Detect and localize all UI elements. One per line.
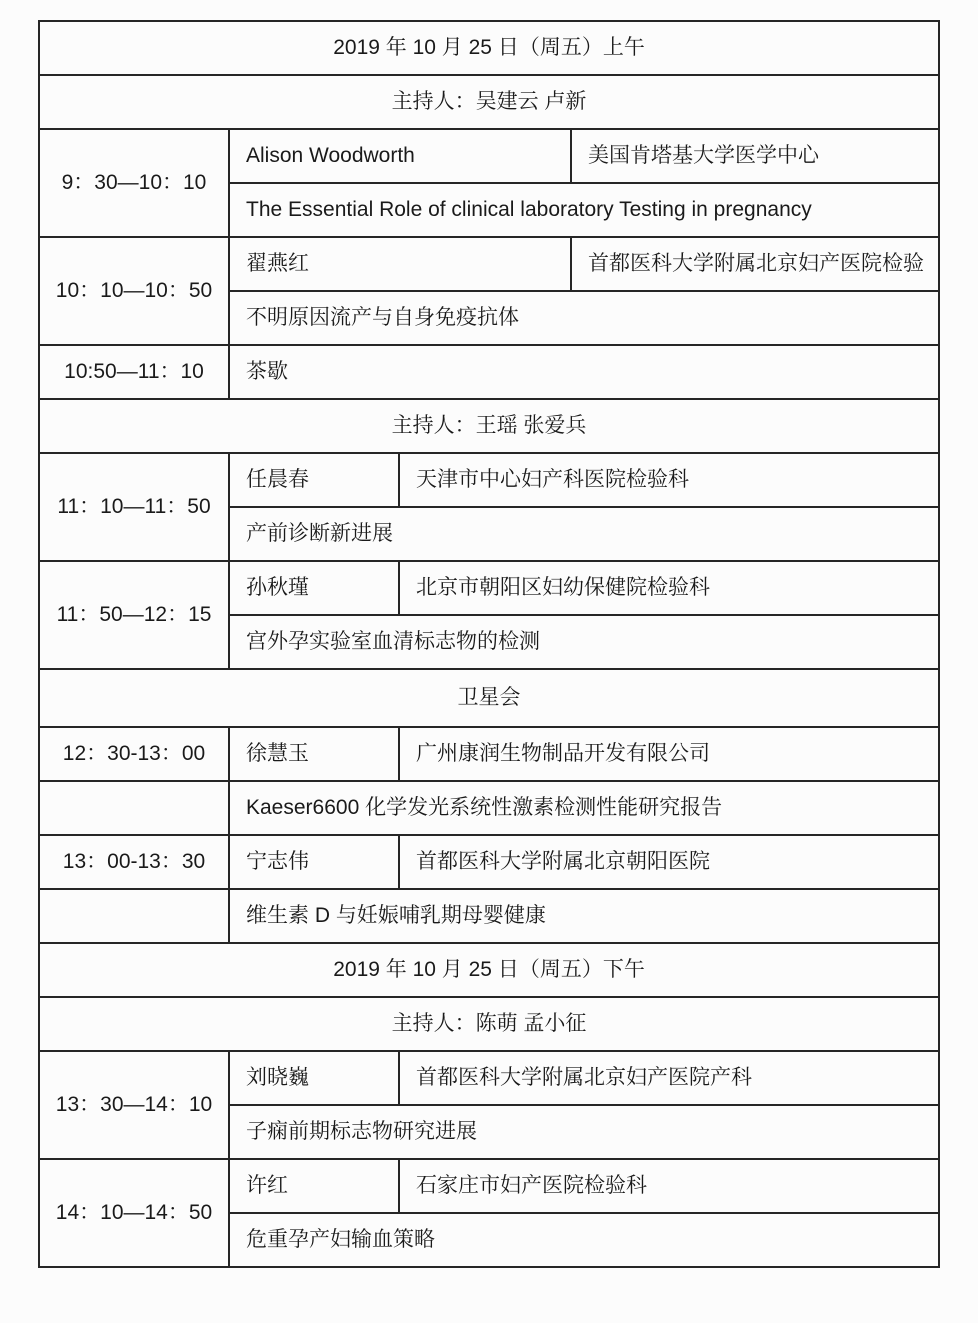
talk-title-cell: Kaeser6600 化学发光系统性激素检测性能研究报告 <box>229 781 939 835</box>
tea-break-label-cell: 茶歇 <box>229 345 939 399</box>
talk-title-row <box>39 781 939 835</box>
conference-schedule-table <box>38 20 940 1268</box>
session-date-header-am: 2019 年 10 月 25 日（周五）上午 <box>39 21 939 75</box>
talk-title-cell: The Essential Role of clinical laboratory Testing in pregnancy <box>229 183 939 237</box>
hosts-label-pm: 主持人：陈萌 孟小征 <box>39 997 939 1051</box>
affiliation-cell: 首都医科大学附属北京妇产医院检验 <box>571 237 939 291</box>
talk-title-cell: 不明原因流产与自身免疫抗体 <box>229 291 939 345</box>
affiliation-cell: 石家庄市妇产医院检验科 <box>399 1159 939 1213</box>
time-cell: 12：30-13：00 <box>39 727 229 781</box>
talk-title-cell: 子痫前期标志物研究进展 <box>229 1105 939 1159</box>
affiliation-cell: 首都医科大学附属北京朝阳医院 <box>399 835 939 889</box>
time-cell: 13：30—14：10 <box>39 1051 229 1159</box>
speaker-cell: 宁志伟 <box>229 835 399 889</box>
hosts-row-am <box>39 75 939 129</box>
satellite-session-row <box>39 669 939 727</box>
hosts-row-pm <box>39 997 939 1051</box>
empty-time-cell <box>39 889 229 943</box>
time-cell: 13：00-13：30 <box>39 835 229 889</box>
speaker-cell: Alison Woodworth <box>229 129 571 183</box>
tea-break-time-cell: 10:50—11：10 <box>39 345 229 399</box>
empty-time-cell <box>39 781 229 835</box>
affiliation-cell: 广州康润生物制品开发有限公司 <box>399 727 939 781</box>
speaker-cell: 许红 <box>229 1159 399 1213</box>
speaker-cell: 徐慧玉 <box>229 727 399 781</box>
speaker-cell: 刘晓巍 <box>229 1051 399 1105</box>
session-row-am-date <box>39 21 939 75</box>
satellite-session-header: 卫星会 <box>39 669 939 727</box>
hosts-row-mid <box>39 399 939 453</box>
talk-row <box>39 561 939 615</box>
tea-break-row <box>39 345 939 399</box>
talk-title-cell: 宫外孕实验室血清标志物的检测 <box>229 615 939 669</box>
talk-row <box>39 129 939 183</box>
talk-title-cell: 危重孕产妇输血策略 <box>229 1213 939 1267</box>
time-cell: 11：50—12：15 <box>39 561 229 669</box>
speaker-cell: 翟燕红 <box>229 237 571 291</box>
talk-title-cell: 维生素 D 与妊娠哺乳期母婴健康 <box>229 889 939 943</box>
talk-row <box>39 1051 939 1105</box>
speaker-cell: 孙秋瑾 <box>229 561 399 615</box>
hosts-label-mid: 主持人：王瑶 张爱兵 <box>39 399 939 453</box>
hosts-label-am: 主持人：吴建云 卢新 <box>39 75 939 129</box>
talk-title-row <box>39 889 939 943</box>
talk-row <box>39 453 939 507</box>
affiliation-cell: 北京市朝阳区妇幼保健院检验科 <box>399 561 939 615</box>
time-cell: 11：10—11：50 <box>39 453 229 561</box>
talk-row <box>39 835 939 889</box>
talk-row <box>39 1159 939 1213</box>
time-cell: 14：10—14：50 <box>39 1159 229 1267</box>
session-row-pm-date <box>39 943 939 997</box>
session-date-header-pm: 2019 年 10 月 25 日（周五）下午 <box>39 943 939 997</box>
speaker-cell: 任晨春 <box>229 453 399 507</box>
affiliation-cell: 美国肯塔基大学医学中心 <box>571 129 939 183</box>
time-cell: 10：10—10：50 <box>39 237 229 345</box>
talk-title-cell: 产前诊断新进展 <box>229 507 939 561</box>
time-cell: 9：30—10：10 <box>39 129 229 237</box>
talk-row <box>39 237 939 291</box>
affiliation-cell: 首都医科大学附属北京妇产医院产科 <box>399 1051 939 1105</box>
talk-row <box>39 727 939 781</box>
affiliation-cell: 天津市中心妇产科医院检验科 <box>399 453 939 507</box>
